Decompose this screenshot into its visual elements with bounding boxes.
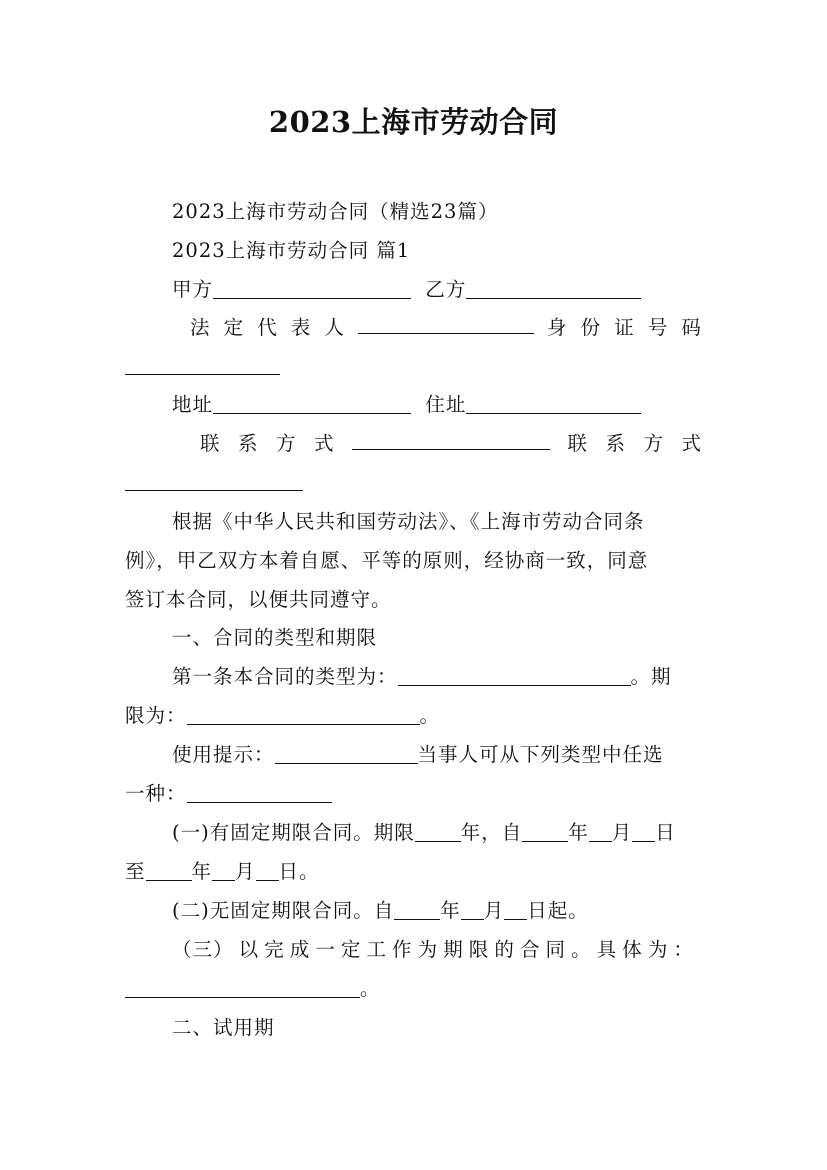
month-blank: [461, 899, 484, 920]
id-number-char: 号: [647, 316, 669, 339]
party-a-blank: [213, 278, 411, 299]
contact-char: 方: [276, 432, 297, 455]
part-heading: 2023上海市劳动合同 篇1: [172, 239, 411, 262]
task-term-char: 体: [622, 938, 643, 961]
residence-label: 住址: [425, 393, 467, 416]
fixed-term-text: 月: [611, 821, 633, 844]
task-term-char: 为: [647, 938, 669, 961]
day-blank: [504, 899, 527, 920]
task-term-char: （三）: [172, 938, 234, 961]
task-term-char: 期: [443, 938, 464, 961]
task-term-char: 。: [571, 938, 592, 961]
party-b-label: 乙方: [425, 278, 467, 301]
id-number-char: 身: [547, 316, 568, 339]
contact-char: 式: [314, 432, 335, 455]
id-number-blank: [125, 354, 280, 375]
id-number-blank-line: [125, 351, 702, 381]
open-term-text: (二)无固定期限合同。自: [172, 899, 395, 922]
task-detail-blank: [125, 977, 360, 998]
legal-rep-char: 法: [190, 316, 211, 339]
article-1-text: 。期: [630, 665, 672, 688]
year-blank: [522, 821, 568, 842]
period-mark: 。: [360, 977, 381, 1000]
open-term-line: [172, 896, 702, 926]
day-blank: [632, 821, 655, 842]
tip-text: 一种：: [125, 782, 187, 805]
day-blank: [256, 860, 279, 881]
open-term-text: 日起。: [527, 899, 589, 922]
fixed-term-line: [125, 857, 702, 887]
address-line: [172, 390, 702, 420]
contact-char: 式: [681, 432, 702, 455]
intro-text: 例》，甲乙双方本着自愿、平等的原则，经协商一致，同意: [125, 549, 649, 572]
intro-text: 签订本合同，以便共同遵守。: [125, 588, 392, 611]
fixed-term-text: 年: [568, 821, 589, 844]
task-term-char: ：: [673, 938, 694, 961]
tip-line: [125, 779, 702, 809]
id-number-char: 码: [681, 316, 702, 339]
article-1-text: 限为：: [125, 704, 187, 727]
contact-a-blank: [352, 429, 550, 450]
intro-text: 根据《中华人民共和国劳动法》、《上海市劳动合同条: [172, 510, 645, 533]
id-number-char: 份: [580, 316, 602, 339]
contact-char: 联: [567, 432, 588, 455]
task-term-char: 限: [468, 938, 490, 961]
article-1-line: [125, 701, 702, 731]
party-line: [172, 275, 702, 305]
task-term-line: [125, 974, 702, 1004]
legal-rep-line: [190, 313, 702, 343]
tip-text: 当事人可从下列类型中任选: [417, 743, 664, 766]
task-term-char: 同: [545, 938, 567, 961]
month-blank: [589, 821, 612, 842]
task-term-char: 成: [289, 938, 311, 961]
party-b-blank: [466, 278, 641, 299]
id-number-char: 证: [614, 316, 635, 339]
legal-rep-char: 代: [257, 316, 278, 339]
open-term-text: 年: [440, 899, 461, 922]
task-term-char: 为: [417, 938, 439, 961]
task-term-char: 完: [264, 938, 285, 961]
address-label: 地址: [172, 393, 214, 416]
article-1-text: 第一条本合同的类型为：: [172, 665, 398, 688]
fixed-term-text: 日。: [278, 860, 320, 883]
section-heading: 一、合同的类型和期限: [172, 626, 378, 649]
month-blank: [212, 860, 235, 881]
document-title: 2023上海市劳动合同: [268, 105, 559, 139]
contract-type-blank: [398, 665, 631, 686]
year-blank: [146, 860, 192, 881]
task-term-line: [172, 935, 694, 965]
party-a-label: 甲方: [172, 278, 214, 301]
tip-blank: [275, 743, 418, 764]
fixed-term-text: 至: [125, 860, 146, 883]
fixed-term-text: 年，自: [460, 821, 523, 844]
contact-line: [200, 429, 702, 459]
task-term-char: 工: [366, 938, 387, 961]
fixed-term-text: 年: [191, 860, 213, 883]
legal-rep-blank: [358, 313, 534, 334]
task-term-char: 作: [392, 938, 413, 961]
contact-char: 系: [605, 432, 626, 455]
task-term-char: 合: [519, 938, 541, 961]
open-term-text: 月: [483, 899, 505, 922]
contact-char: 联: [200, 432, 221, 455]
years-blank: [415, 821, 461, 842]
contact-b-blank: [125, 470, 303, 491]
collection-subtitle: 2023上海市劳动合同（精选23篇）: [172, 200, 499, 223]
article-1-line: [172, 662, 702, 692]
residence-blank: [466, 393, 641, 414]
task-term-char: 一: [315, 938, 336, 961]
fixed-term-text: 月: [235, 860, 256, 883]
contact-char: 系: [238, 432, 259, 455]
contact-char: 方: [643, 432, 664, 455]
section-heading: 二、试用期: [172, 1016, 275, 1039]
contact-b-blank-line: [125, 467, 702, 497]
legal-rep-char: 定: [223, 316, 245, 339]
legal-rep-char: 人: [324, 316, 345, 339]
fixed-term-text: (一)有固定期限合同。期限: [172, 821, 415, 844]
contract-term-blank: [187, 704, 420, 725]
tip-line: [172, 740, 702, 770]
task-term-char: 定: [340, 938, 362, 961]
fixed-term-line: [172, 818, 702, 848]
tip-label: 使用提示：: [172, 743, 275, 766]
year-blank: [394, 899, 440, 920]
task-term-char: 以: [238, 938, 260, 961]
fixed-term-text: 日: [655, 821, 676, 844]
task-term-char: 的: [494, 938, 515, 961]
period-mark: 。: [419, 704, 441, 727]
tip-choice-blank: [187, 782, 332, 803]
address-blank: [213, 393, 411, 414]
task-term-char: 具: [596, 938, 618, 961]
legal-rep-char: 表: [290, 316, 312, 339]
